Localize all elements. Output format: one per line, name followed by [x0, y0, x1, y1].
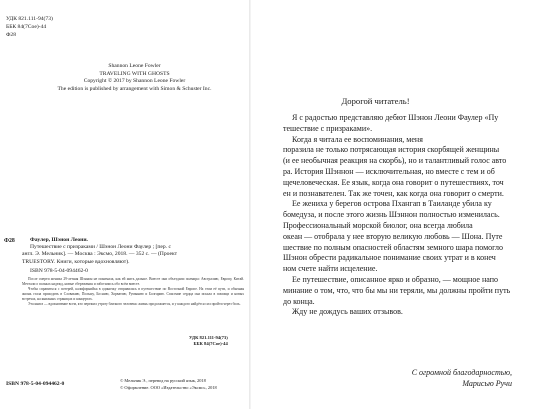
letter-line: Шэнон обрести радикальное понимание своих утрат и в конеч: [283, 253, 496, 263]
letter-line: ра. История Шэннон — исключительная, но вместе с тем и об: [283, 166, 495, 176]
letter-line: щечеловеческая. Ее язык, когда она говорит о путешествиях, точ: [283, 177, 504, 187]
udk-code: УДК 821.111-94(73): [6, 16, 53, 22]
copyright-page: [0, 0, 249, 409]
letter-line: (и ее необычная реакция на скорбь), но и талантливый голос авто: [283, 156, 507, 166]
copyright-line: Copyright © 2017 by Shannon Leone Fowler: [83, 78, 186, 85]
letter-line: ном счете найти исцеление.: [283, 264, 378, 274]
isbn: ISBN 978-5-04-094462-0: [6, 381, 65, 387]
original-edition-credits: [22, 63, 247, 93]
annotation-paragraph: Чтобы справиться с потерей, калифорнийка в одиночку отправилась в путешествие по Восточной Европе. На этом её пути, и обычная жизнь стала приходить в Словакию, Польшу, Боснию, Хорватию, Румынию и Болгарию. Спасение сердца она искала в помощи и новых встречах, на книжных страницах и концертах.: [22, 287, 244, 302]
letter-line: тешествие с призраками».: [283, 123, 373, 133]
catalog-line: Путешествие с призраками / Шэнон Леони Фаулер ; [пер. с: [30, 244, 171, 251]
letter-line: Профессиональный морской биолог, она всегда любила: [283, 220, 473, 230]
letter-line: минание о том, что, что бы мы ни теряли, мы должны пройти путь: [283, 285, 511, 295]
catalog-line: TRUESTORY. Книги, которые вдохновляют).: [22, 258, 130, 265]
letter-signoff: [412, 368, 512, 389]
original-title: TRAVELING WITH GHOSTS: [99, 70, 170, 77]
catalog-author-sign: Ф28: [4, 238, 15, 244]
catalog-isbn: ISBN 978-5-04-094462-0: [30, 267, 88, 274]
letter-line: ен и познавателен. Так же точен, как когда она говорит о смерти.: [283, 188, 504, 198]
letter-line: поразила не только потрясающая история скорбящей женщины: [283, 145, 500, 155]
letter-line: Ее жениха у берегов острова Пхангап в Таиланде убила ку: [292, 199, 492, 209]
editor-letter-page: [251, 0, 512, 409]
letter-line: Я с радостью представляю дебют Шэнон Леони Фаулер «Пу: [292, 113, 499, 122]
signature-name: Марисью Ручи: [462, 378, 512, 388]
letter-line: бомедуза, и после этого жизнь Шэннон полностью изменилась.: [283, 210, 500, 220]
bbk-code: ББК 84(7Сое)-44: [193, 341, 228, 346]
bbk-code: ББК 84(7Сое)-44: [6, 24, 47, 30]
annotation-paragraph: Эта книга — вдохновение всем, кто пережил утрату близкого человека: жизнь продолжается, и у каждого найдётся сил пройти через боль.: [28, 302, 241, 307]
letter-body: [283, 113, 543, 318]
closing-phrase: С огромной благодарностью,: [411, 368, 512, 377]
letter-line: океан — отобрала у нее вторую великую любовь — Шона. Путе: [283, 231, 503, 241]
catalog-line: англ. Э. Мельник]. — Москва : Эксмо, 2018. — 352 с. — (Проект: [22, 251, 178, 258]
classification-codes: [6, 15, 53, 39]
annotation-paragraph: После смерти жениха 29-летняя Шэннон не понимала, как ей жить дальше. Вместе они объездили полмира: Австралию, Европу, Китай. Мечтали о полных надежд, новые сбережения и заботились обо всём вместе.: [22, 277, 244, 287]
catalog-author: Фаулер, Шэнон Леони.: [30, 237, 88, 243]
author-sign: Ф28: [6, 32, 17, 38]
letter-line: шествие по полным опасностей областям земного шара помогло: [283, 242, 504, 252]
catalog-codes-right: [189, 335, 228, 347]
letter-line: Когда я читала ее воспоминания, меня: [292, 134, 423, 144]
rights-notices: [120, 377, 217, 391]
letter-line: до конца.: [283, 296, 315, 306]
original-author: Shannon Leone Fowler: [108, 63, 161, 69]
arrangement-line: The edition is published by arrangement with Simon & Schuster Inc.: [57, 85, 212, 92]
translation-copyright: © Мельник Э., перевод на русский язык, 2018: [120, 378, 206, 383]
catalog-record: [22, 237, 244, 307]
letter-line: Жду не дождусь ваших отзывов.: [292, 307, 403, 317]
udk-code: УДК 821.111-94(73): [189, 335, 228, 340]
letter-line: Ее путешествие, описанное ярко и образно, — мощное напо: [292, 274, 498, 284]
design-copyright: © Оформление. ООО «Издательство «Эксмо», 2018: [120, 385, 217, 390]
letter-greeting: Дорогой читатель!: [341, 96, 410, 106]
annotation: [22, 277, 244, 307]
